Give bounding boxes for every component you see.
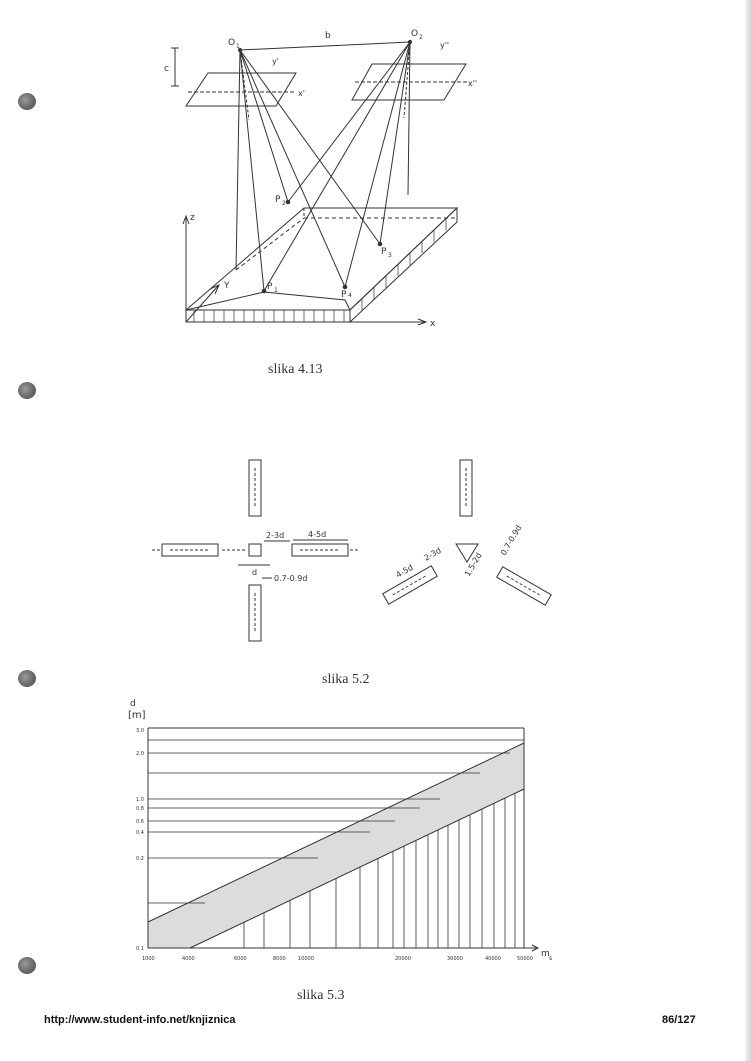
- x-tick-label: 50000: [517, 956, 533, 962]
- x-tick-label: 20000: [395, 956, 411, 962]
- o1-sub: 1: [236, 43, 240, 50]
- x-tick-label: 6000: [234, 956, 247, 962]
- width-07-09d-label: 0.7-0.9d: [274, 574, 308, 583]
- p1-label: P: [267, 282, 273, 292]
- x-tick-label: 1000: [142, 956, 155, 962]
- x-tick-label: 30000: [447, 956, 463, 962]
- o2-label: O: [411, 29, 419, 39]
- page-number: 86/127: [662, 1014, 696, 1026]
- p4-sub: 4: [348, 292, 352, 299]
- b-label: b: [325, 31, 331, 41]
- y-tick-label: 1.0: [136, 797, 144, 803]
- y-tick-label: 0.1: [136, 946, 144, 952]
- y-tick-label: 0.8: [136, 806, 144, 812]
- footer-url[interactable]: http://www.student-info.net/knjiznica: [44, 1014, 236, 1026]
- x-axis-label: x: [430, 319, 436, 329]
- o1-label: O: [228, 38, 236, 48]
- x-tick-label: 4000: [182, 956, 195, 962]
- x-unit-label: m: [541, 949, 550, 959]
- y-tick-label: 0.2: [136, 856, 144, 862]
- y-axis-label: Y: [224, 281, 230, 291]
- r-4-5d-label: 4-5d: [394, 562, 415, 580]
- y1-label: y': [272, 57, 279, 66]
- z-axis-label: z: [190, 213, 195, 223]
- y-tick-label: 3.0: [136, 728, 144, 734]
- p4-label: P: [341, 290, 347, 300]
- y-tick-label: 2.0: [136, 751, 144, 757]
- x2-label: x'': [468, 79, 478, 88]
- figure-4-13-caption: slika 4.13: [268, 362, 323, 377]
- y2-label: y'': [440, 41, 450, 50]
- c-label: c: [164, 64, 169, 74]
- y-unit-label: [m]: [128, 710, 146, 721]
- gap-2-3d-label: 2-3d: [266, 531, 285, 540]
- r-07-09d-label: 0.7-0.9d: [498, 523, 524, 557]
- x-tick-label: 8000: [273, 956, 286, 962]
- p1-sub: 1: [274, 287, 278, 294]
- x-tick-label: 40000: [485, 956, 501, 962]
- r-15-2d-label: 1.5-2d: [462, 551, 484, 578]
- d-label: d: [252, 568, 258, 577]
- figure-5-2-caption: slika 5.2: [322, 672, 370, 687]
- y-unit-top-label: d: [130, 699, 136, 709]
- x-unit-sub: s: [549, 955, 553, 962]
- r-2-3d-label: 2-3d: [422, 545, 443, 563]
- y-tick-label: 0.6: [136, 819, 144, 825]
- p2-label: P: [275, 195, 281, 205]
- o2-sub: 2: [419, 34, 423, 41]
- x-tick-label: 10000: [298, 956, 314, 962]
- p2-sub: 2: [282, 200, 286, 207]
- len-4-5d-label: 4-5d: [308, 530, 327, 539]
- x1-label: x': [298, 89, 305, 98]
- p3-sub: 3: [388, 252, 392, 259]
- p3-label: P: [381, 247, 387, 257]
- figure-5-3-caption: slika 5.3: [297, 988, 345, 1003]
- y-tick-label: 0.4: [136, 830, 144, 836]
